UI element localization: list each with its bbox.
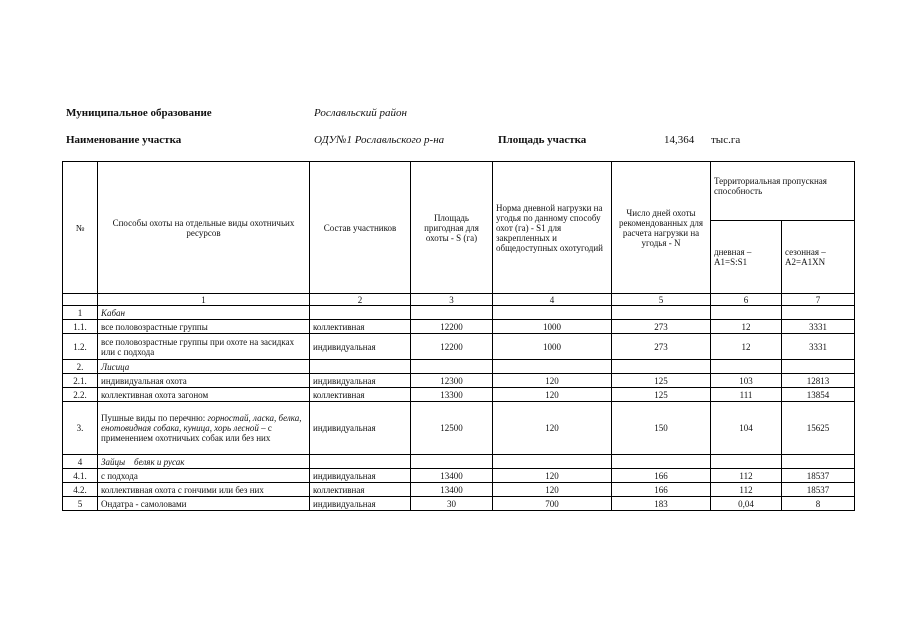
municipality-value: Рославльский район bbox=[314, 107, 407, 119]
column-number: 5 bbox=[612, 294, 711, 306]
row-days: 183 bbox=[612, 497, 711, 511]
row-a2: 8 bbox=[782, 497, 855, 511]
row-a2: 18537 bbox=[782, 483, 855, 497]
header-days: Число дней охоты рекомендованных для расчета нагрузки на угодья - N bbox=[612, 162, 711, 294]
row-no: 2. bbox=[63, 360, 98, 374]
column-number: 6 bbox=[711, 294, 782, 306]
header-area: Площадь пригодная для охоты - S (га) bbox=[411, 162, 493, 294]
row-days: 273 bbox=[612, 334, 711, 360]
row-no: 2.1. bbox=[63, 374, 98, 388]
table-row bbox=[63, 469, 855, 483]
row-area: 13300 bbox=[411, 388, 493, 402]
header-no: № bbox=[63, 162, 98, 294]
row-area: 13400 bbox=[411, 483, 493, 497]
row-a1: 0,04 bbox=[711, 497, 782, 511]
row-a1: 12 bbox=[711, 320, 782, 334]
column-number: 3 bbox=[411, 294, 493, 306]
section-title: Зайцы беляк и русак bbox=[98, 455, 310, 469]
row-no: 3. bbox=[63, 402, 98, 455]
site-value: ОДУ№1 Рославльского р-на bbox=[314, 134, 445, 146]
row-a2: 3331 bbox=[782, 334, 855, 360]
row-no: 4.2. bbox=[63, 483, 98, 497]
header-capacity: Территориальная пропускная способность bbox=[711, 162, 855, 221]
row-area: 30 bbox=[411, 497, 493, 511]
row-participants: индивидуальная bbox=[310, 334, 411, 360]
row-norm: 120 bbox=[493, 374, 612, 388]
row-a1: 103 bbox=[711, 374, 782, 388]
row-method: все половозрастные группы при охоте на засидках или с подхода bbox=[98, 334, 310, 360]
row-a2: 12813 bbox=[782, 374, 855, 388]
column-number: 4 bbox=[493, 294, 612, 306]
section-title: Лисица bbox=[98, 360, 310, 374]
site-label: Наименование участка bbox=[66, 134, 182, 146]
row-area: 12200 bbox=[411, 320, 493, 334]
row-a1: 111 bbox=[711, 388, 782, 402]
table-row bbox=[63, 320, 855, 334]
row-area: 13400 bbox=[411, 469, 493, 483]
row-a2: 18537 bbox=[782, 469, 855, 483]
row-norm: 120 bbox=[493, 469, 612, 483]
row-participants: коллективная bbox=[310, 388, 411, 402]
row-method: коллективная охота загоном bbox=[98, 388, 310, 402]
table-row bbox=[63, 402, 855, 455]
header-methods: Способы охоты на отдельные виды охотничьих ресурсов bbox=[98, 162, 310, 294]
row-a1: 104 bbox=[711, 402, 782, 455]
table-row bbox=[63, 334, 855, 360]
row-method: индивидуальная охота bbox=[98, 374, 310, 388]
row-participants: коллективная bbox=[310, 483, 411, 497]
row-method: Ондатра - самоловами bbox=[98, 497, 310, 511]
column-number: 7 bbox=[782, 294, 855, 306]
row-a1: 112 bbox=[711, 483, 782, 497]
row-area: 12200 bbox=[411, 334, 493, 360]
row-no: 1.2. bbox=[63, 334, 98, 360]
row-norm: 700 bbox=[493, 497, 612, 511]
row-a2: 13854 bbox=[782, 388, 855, 402]
row-a2: 3331 bbox=[782, 320, 855, 334]
row-no: 5 bbox=[63, 497, 98, 511]
header-seasonal: сезонная – A2=A1XN bbox=[782, 221, 855, 294]
row-participants: индивидуальная bbox=[310, 402, 411, 455]
column-number: 1 bbox=[98, 294, 310, 306]
table-row-section bbox=[63, 455, 855, 469]
row-participants: индивидуальная bbox=[310, 469, 411, 483]
row-participants: коллективная bbox=[310, 320, 411, 334]
section-title: Кабан bbox=[98, 306, 310, 320]
row-area: 12300 bbox=[411, 374, 493, 388]
hunting-capacity-table bbox=[62, 161, 855, 511]
row-days: 166 bbox=[612, 483, 711, 497]
header-norm: Норма дневной нагрузки на угодья по данному способу охот (га) - S1 для закрепленных и общедоступных охотугодий bbox=[493, 162, 612, 294]
area-unit: тыс.га bbox=[711, 134, 741, 146]
table-row-section bbox=[63, 306, 855, 320]
row-method: с подхода bbox=[98, 469, 310, 483]
municipality-label: Муниципальное образование bbox=[66, 107, 212, 119]
row-days: 125 bbox=[612, 388, 711, 402]
area-label: Площадь участка bbox=[498, 134, 587, 146]
row-method-text: – с применением охотничьих собак или без них bbox=[101, 423, 272, 443]
row-method: коллективная охота с гончими или без них bbox=[98, 483, 310, 497]
column-number: 2 bbox=[310, 294, 411, 306]
column-number-blank bbox=[63, 294, 98, 306]
table-row bbox=[63, 388, 855, 402]
row-days: 166 bbox=[612, 469, 711, 483]
row-method-text: Пушные виды по перечню: bbox=[101, 413, 208, 423]
row-norm: 120 bbox=[493, 388, 612, 402]
area-value: 14,364 bbox=[664, 134, 695, 146]
table-row bbox=[63, 374, 855, 388]
row-no: 4.1. bbox=[63, 469, 98, 483]
row-a2: 15625 bbox=[782, 402, 855, 455]
row-no: 1 bbox=[63, 306, 98, 320]
row-no: 4 bbox=[63, 455, 98, 469]
row-norm: 120 bbox=[493, 483, 612, 497]
row-norm: 1000 bbox=[493, 334, 612, 360]
row-a1: 12 bbox=[711, 334, 782, 360]
header-daily: дневная – A1=S:S1 bbox=[711, 221, 782, 294]
row-method bbox=[98, 402, 310, 455]
table-row bbox=[63, 483, 855, 497]
row-norm: 120 bbox=[493, 402, 612, 455]
row-norm: 1000 bbox=[493, 320, 612, 334]
row-no: 2.2. bbox=[63, 388, 98, 402]
row-days: 125 bbox=[612, 374, 711, 388]
row-participants: индивидуальная bbox=[310, 374, 411, 388]
row-days: 150 bbox=[612, 402, 711, 455]
table-row bbox=[63, 497, 855, 511]
row-method-species: горностай, ласка, белка, енотовидная собака, куница, хорь лесной bbox=[101, 413, 302, 433]
row-no: 1.1. bbox=[63, 320, 98, 334]
row-method: все половозрастные группы bbox=[98, 320, 310, 334]
header-participants: Состав участников bbox=[310, 162, 411, 294]
table-row-section bbox=[63, 360, 855, 374]
row-a1: 112 bbox=[711, 469, 782, 483]
row-days: 273 bbox=[612, 320, 711, 334]
row-area: 12500 bbox=[411, 402, 493, 455]
row-participants: индивидуальная bbox=[310, 497, 411, 511]
